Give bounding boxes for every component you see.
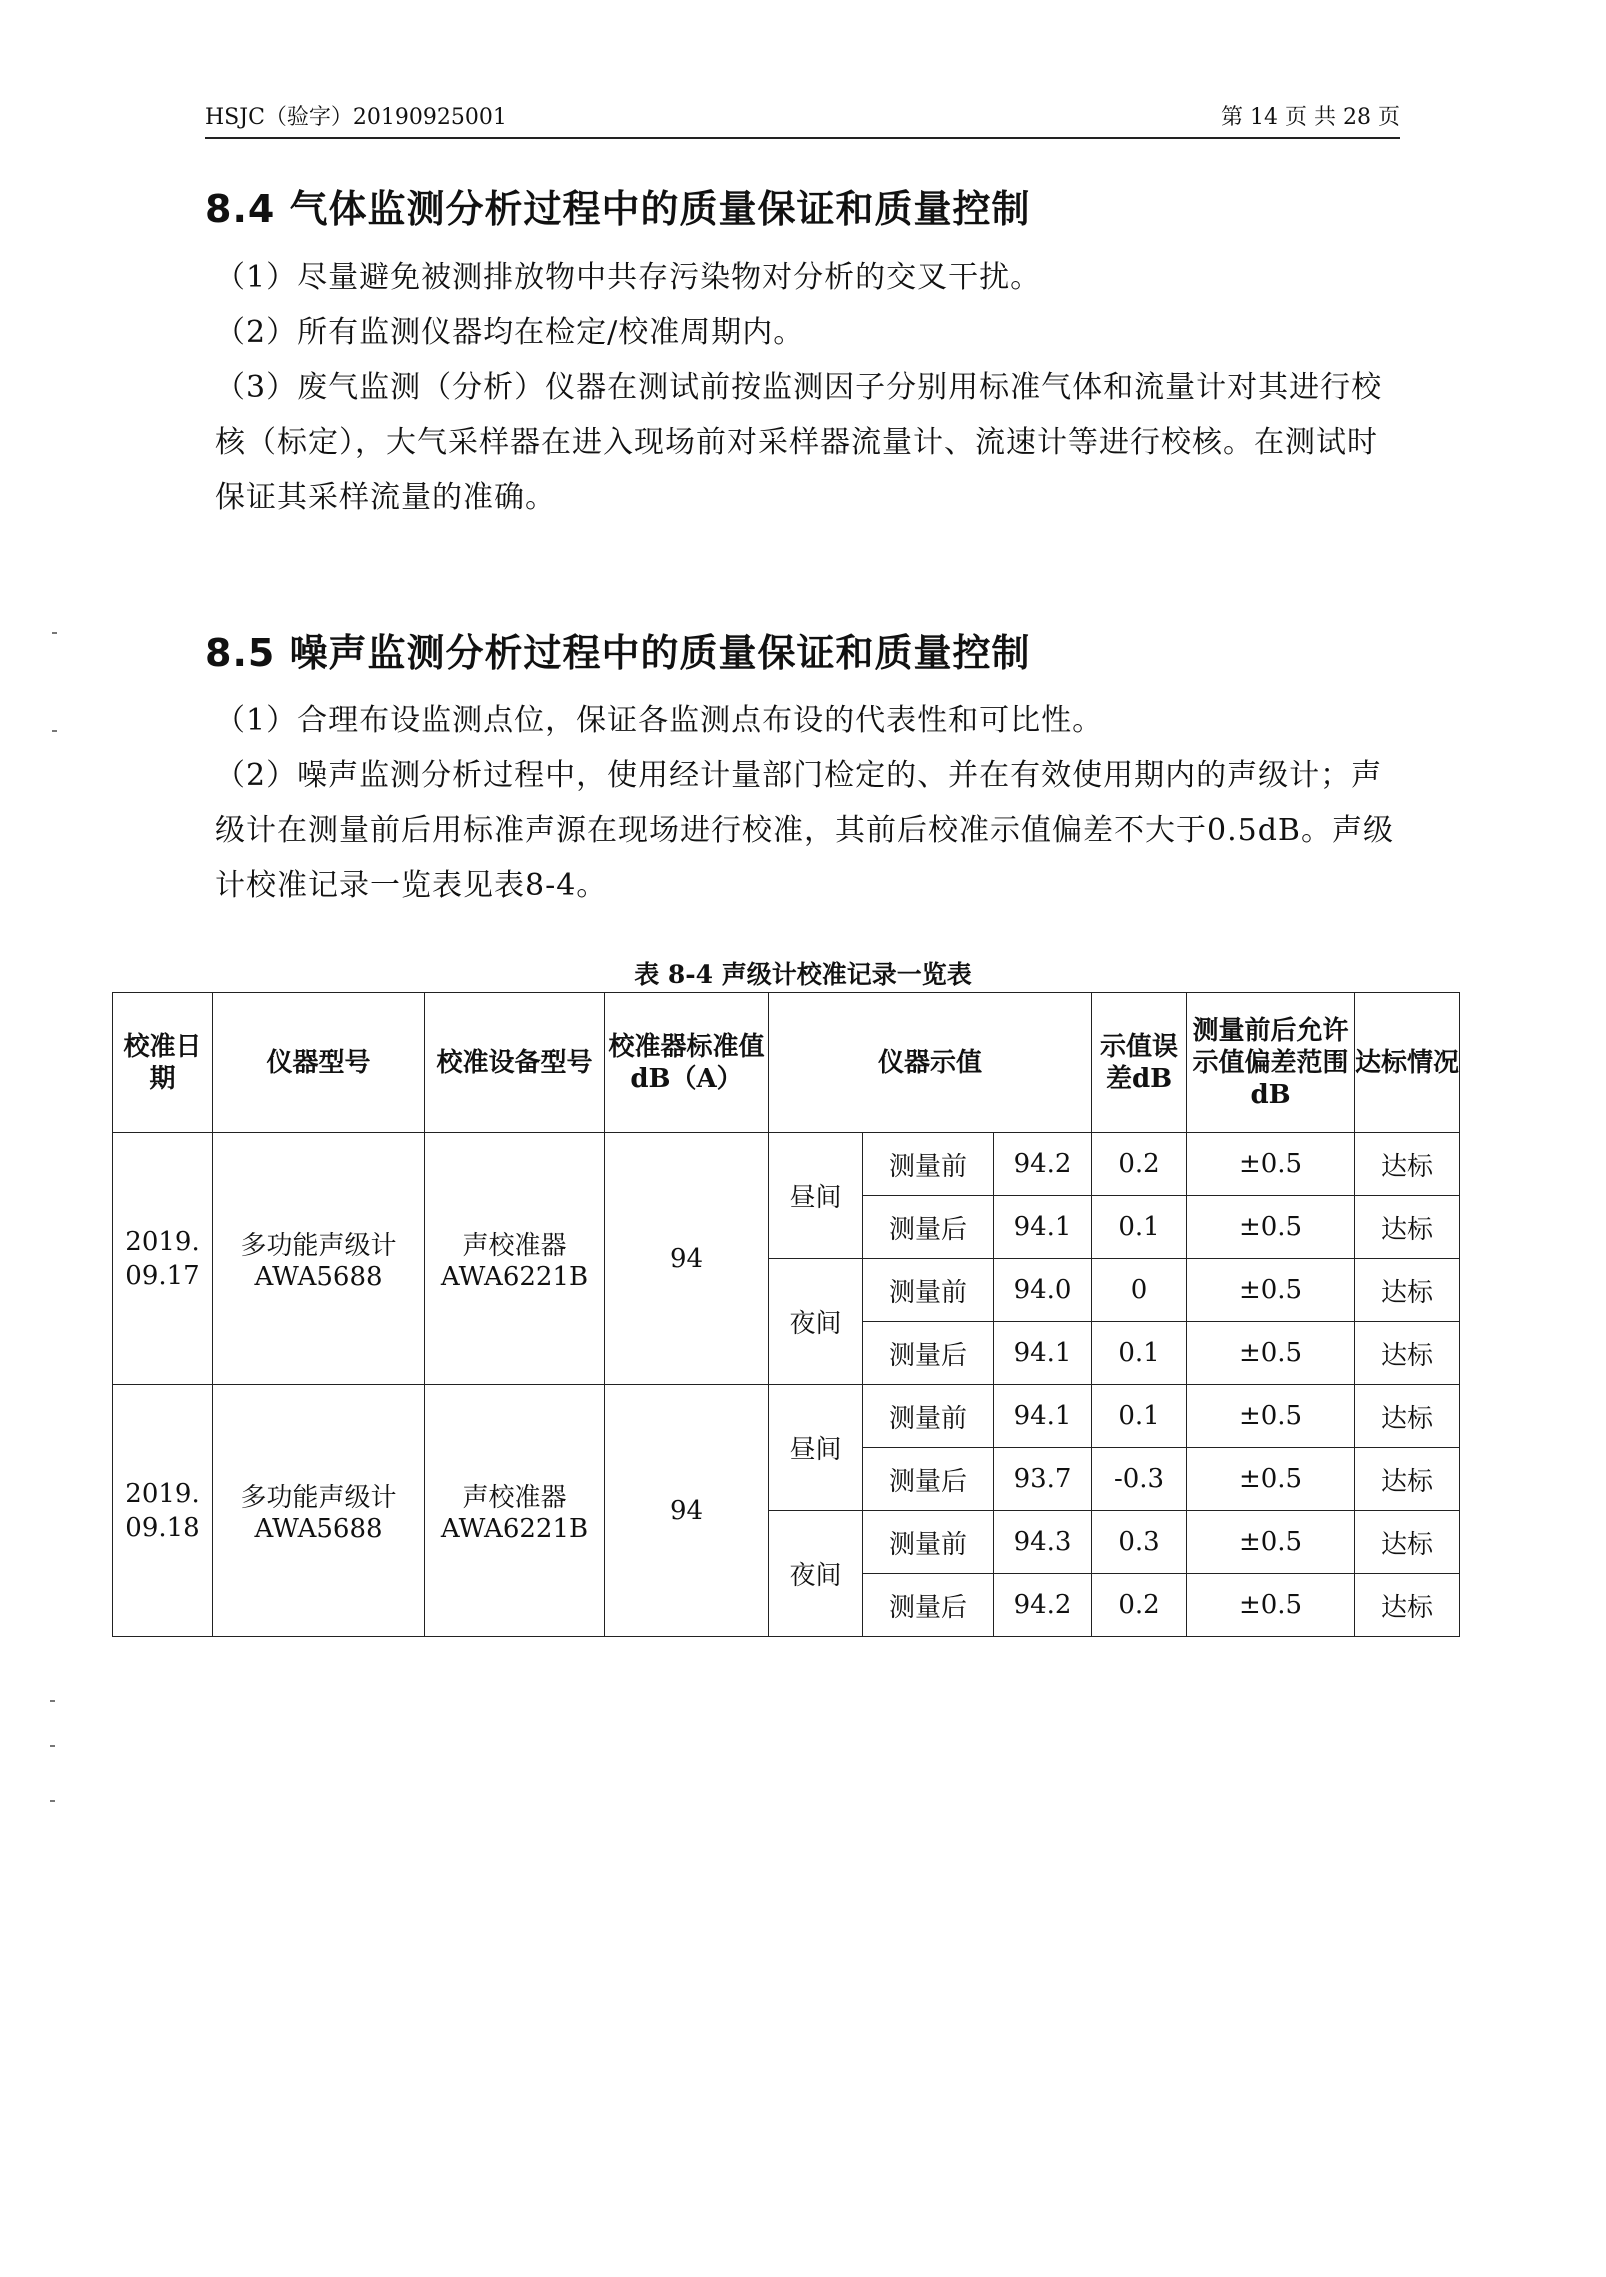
- page-number: 第 14 页 共 28 页: [1221, 105, 1400, 130]
- cell-phase: 测量后: [863, 1196, 994, 1259]
- table-caption: 表 8-4 声级计校准记录一览表: [634, 960, 972, 989]
- cell-model-line2: AWA5688: [254, 1514, 383, 1544]
- cell-date-text: 2019.09.18: [125, 1478, 200, 1543]
- cell-calibrator-line2: AWA6221B: [440, 1262, 589, 1292]
- header-range: 测量前后允许示值偏差范围dB: [1187, 993, 1355, 1133]
- cell-phase: 测量前: [863, 1385, 994, 1448]
- cell-date: [113, 1385, 213, 1637]
- header-std: 校准器标准值 dB（A）: [605, 993, 769, 1133]
- header-calibrator: 校准设备型号: [425, 993, 605, 1133]
- cell-value: 94.1: [994, 1196, 1092, 1259]
- paragraph: （1）尽量避免被测排放物中共存污染物对分析的交叉干扰。: [215, 260, 1042, 295]
- header-date: 校准日期: [113, 993, 213, 1133]
- cell-error: -0.3: [1092, 1448, 1187, 1511]
- cell-error: 0.1: [1092, 1322, 1187, 1385]
- cell-range: ±0.5: [1187, 1511, 1355, 1574]
- cell-calibrator-line2: AWA6221B: [440, 1514, 589, 1544]
- cell-value: 94.1: [994, 1385, 1092, 1448]
- table-header-row: [113, 993, 1460, 1133]
- cell-phase: 测量前: [863, 1259, 994, 1322]
- cell-range: ±0.5: [1187, 1448, 1355, 1511]
- paragraph: （2）噪声监测分析过程中，使用经计量部门检定的、并在有效使用期内的声级计；声级计在测量前后用标准声源在现场进行校准，其前后校准示值偏差不大于0.5dB。声级计校准记录一览表见表8-4。: [215, 758, 1394, 903]
- cell-calibrator: [425, 1133, 605, 1385]
- cell-value: 93.7: [994, 1448, 1092, 1511]
- cell-date: [113, 1133, 213, 1385]
- paragraph: （3）废气监测（分析）仪器在测试前按监测因子分别用标准气体和流量计对其进行校核（标定），大气采样器在进入现场前对采样器流量计、流速计等进行校核。在测试时保证其采样流量的准确。: [215, 370, 1383, 515]
- cell-status: 达标: [1355, 1196, 1460, 1259]
- cell-model-line1: 多功能声级计: [240, 1231, 397, 1261]
- cell-range: ±0.5: [1187, 1196, 1355, 1259]
- header-reading: 仪器示值: [769, 993, 1092, 1133]
- cell-value: 94.3: [994, 1511, 1092, 1574]
- header-status: 达标情况: [1355, 993, 1460, 1133]
- page-header: [205, 100, 1400, 139]
- cell-value: 94.2: [994, 1574, 1092, 1637]
- cell-period: 夜间: [769, 1259, 863, 1385]
- header-model: 仪器型号: [213, 993, 425, 1133]
- cell-error: 0: [1092, 1259, 1187, 1322]
- cell-range: ±0.5: [1187, 1259, 1355, 1322]
- cell-model: [213, 1133, 425, 1385]
- cell-model-line1: 多功能声级计: [240, 1483, 397, 1513]
- cell-period: 昼间: [769, 1385, 863, 1511]
- scan-mark: [50, 1700, 55, 1702]
- cell-status: 达标: [1355, 1511, 1460, 1574]
- cell-value: 94.0: [994, 1259, 1092, 1322]
- table-row: [113, 1385, 1460, 1448]
- paragraph: （1）合理布设监测点位，保证各监测点布设的代表性和可比性。: [215, 703, 1104, 738]
- scan-mark: [52, 632, 57, 634]
- cell-model: [213, 1385, 425, 1637]
- scan-mark: [50, 1800, 55, 1802]
- cell-error: 0.3: [1092, 1511, 1187, 1574]
- cell-value: 94.1: [994, 1322, 1092, 1385]
- section-8-5-title: 8.5 噪声监测分析过程中的质量保证和质量控制: [205, 631, 1031, 675]
- section-8-4-title: 8.4 气体监测分析过程中的质量保证和质量控制: [205, 187, 1031, 231]
- cell-range: ±0.5: [1187, 1322, 1355, 1385]
- cell-range: ±0.5: [1187, 1133, 1355, 1196]
- cell-error: 0.1: [1092, 1196, 1187, 1259]
- cell-std: 94: [605, 1385, 769, 1637]
- cell-calibrator-line1: 声校准器: [462, 1231, 567, 1261]
- scan-mark: [50, 1745, 55, 1747]
- cell-range: ±0.5: [1187, 1574, 1355, 1637]
- cell-status: 达标: [1355, 1133, 1460, 1196]
- cell-status: 达标: [1355, 1322, 1460, 1385]
- cell-error: 0.2: [1092, 1574, 1187, 1637]
- cell-error: 0.2: [1092, 1133, 1187, 1196]
- cell-period: 夜间: [769, 1511, 863, 1637]
- cell-status: 达标: [1355, 1259, 1460, 1322]
- cell-phase: 测量后: [863, 1448, 994, 1511]
- cell-error: 0.1: [1092, 1385, 1187, 1448]
- section-8-5-body: [195, 693, 1405, 913]
- section-8-4-body: [195, 250, 1405, 525]
- cell-date-text: 2019.09.17: [125, 1226, 200, 1291]
- cell-phase: 测量后: [863, 1322, 994, 1385]
- cell-status: 达标: [1355, 1385, 1460, 1448]
- cell-range: ±0.5: [1187, 1385, 1355, 1448]
- cell-phase: 测量前: [863, 1133, 994, 1196]
- cell-period: 昼间: [769, 1133, 863, 1259]
- cell-calibrator-line1: 声校准器: [462, 1483, 567, 1513]
- cell-model-line2: AWA5688: [254, 1262, 383, 1292]
- table-row: [113, 1133, 1460, 1196]
- paragraph: （2）所有监测仪器均在检定/校准周期内。: [215, 315, 805, 350]
- cell-value: 94.2: [994, 1133, 1092, 1196]
- cell-phase: 测量前: [863, 1511, 994, 1574]
- header-error: 示值误差dB: [1092, 993, 1187, 1133]
- cell-status: 达标: [1355, 1448, 1460, 1511]
- cell-phase: 测量后: [863, 1574, 994, 1637]
- cell-std: 94: [605, 1133, 769, 1385]
- calibration-table: [112, 992, 1460, 1637]
- cell-calibrator: [425, 1385, 605, 1637]
- report-number: HSJC（验字）20190925001: [205, 105, 507, 130]
- cell-status: 达标: [1355, 1574, 1460, 1637]
- scan-mark: [52, 730, 57, 732]
